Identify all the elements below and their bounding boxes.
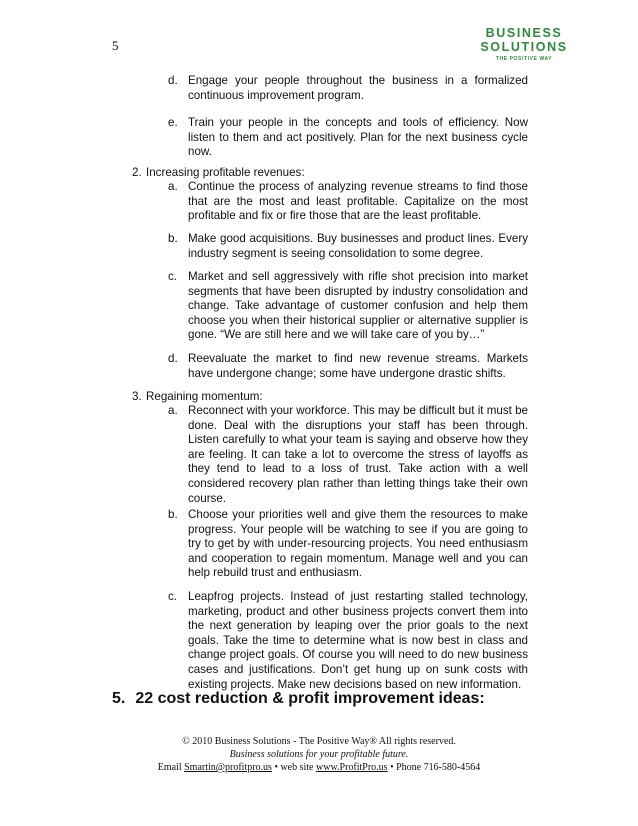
list-text: Continue the process of analyzing revenue streams to find those that are the most and least profitable. Capitalize on the most profitable and fix or fire those that are the least profitable. [188, 180, 528, 223]
section-title: 22 cost reduction & profit improvement ideas: [135, 690, 485, 707]
list-item [168, 116, 528, 160]
section-heading [112, 690, 485, 708]
list-item [168, 74, 528, 103]
list-text: Regaining momentum: [146, 390, 263, 403]
website-label: • web site [271, 762, 316, 773]
list-marker: b. [168, 508, 178, 521]
email-label: Email [157, 762, 185, 773]
list-marker: 2. [132, 166, 142, 179]
list-marker: c. [168, 590, 178, 603]
list-text: Reconnect with your workforce. This may be difficult but it must be done. Deal with the disruptions your staff has been through. Listen carefully to what your team is saying and observe how they are feeling. It can take a lot to overcome the stress of layoffs as they tend to lead to a loss of trust. Take action with a well considered recovery plan rather than letting things take their own course. [188, 404, 528, 505]
list-text: Make good acquisitions. Buy businesses and product lines. Every industry segment is seeing consolidation to some degree. [188, 232, 528, 260]
list-marker: d. [168, 352, 178, 365]
business-solutions-logo [478, 26, 570, 62]
list-marker: d. [168, 74, 178, 87]
list-text: Train your people in the concepts and tools of efficiency. Now listen to them and act positively. Plan for the next business cycle now. [188, 116, 528, 159]
list-marker: b. [168, 232, 178, 245]
list-marker: c. [168, 270, 178, 283]
list-text: Increasing profitable revenues: [146, 166, 305, 179]
list-marker: a. [168, 180, 178, 193]
list-item [168, 180, 528, 224]
list-text: Engage your people throughout the business in a formalized continuous improvement program. [188, 74, 528, 102]
numbered-heading [132, 166, 512, 181]
list-text: Market and sell aggressively with rifle shot precision into market segments that have been disrupted by industry consolidation and change. Take advantage of customer confusion and help them choose you when their historical supplier or alternative supplier is gone. “We are still here and we will take care of you by…” [188, 270, 528, 342]
list-item [168, 352, 528, 381]
logo-line1: BUSINESS [485, 26, 563, 40]
list-marker: 3. [132, 390, 142, 403]
website-link[interactable]: www.ProfitPro.us [316, 762, 388, 773]
list-item [168, 404, 528, 506]
list-text: Leapfrog projects. Instead of just restarting stalled technology, marketing, product and other business projects convert them into the next generation by leaping over the prior goals to the next goals. Take the time to determine what is now best in class and change project goals. Of course you will need to do new business cases and justifications. Don’t get hung up on sunk costs with existing projects. Make new decisions based on new information. [188, 590, 528, 691]
phone-text: • Phone 716-580-4564 [387, 762, 481, 773]
numbered-heading [132, 390, 512, 405]
list-item [168, 508, 528, 581]
footer-copyright: © 2010 Business Solutions - The Positive Way® All rights reserved. [182, 736, 456, 747]
footer-tagline: Business solutions for your profitable future. [229, 749, 409, 760]
footer-contact [0, 761, 638, 774]
list-text: Choose your priorities well and give them the resources to make progress. Your people will be watching to see if you are going to try to get by with under-resourcing projects. You need enthusiasm and cooperation to regain momentum. Manage well and you can help rebuild trust and enthusiasm. [188, 508, 528, 580]
page-footer [0, 735, 638, 774]
list-text: Reevaluate the market to find new revenue streams. Markets have undergone change; some have undergone drastic shifts. [188, 352, 528, 380]
list-item [168, 270, 528, 343]
logo-line2: SOLUTIONS [480, 40, 568, 54]
list-marker: e. [168, 116, 178, 129]
list-item [168, 590, 528, 692]
section-number: 5. [112, 690, 126, 707]
list-item [168, 232, 528, 261]
list-marker: a. [168, 404, 178, 417]
email-link[interactable]: Smartin@profitpro.us [184, 762, 272, 773]
page-number: 5 [112, 38, 119, 53]
logo-tagline: THE POSITIVE WAY [495, 56, 553, 62]
